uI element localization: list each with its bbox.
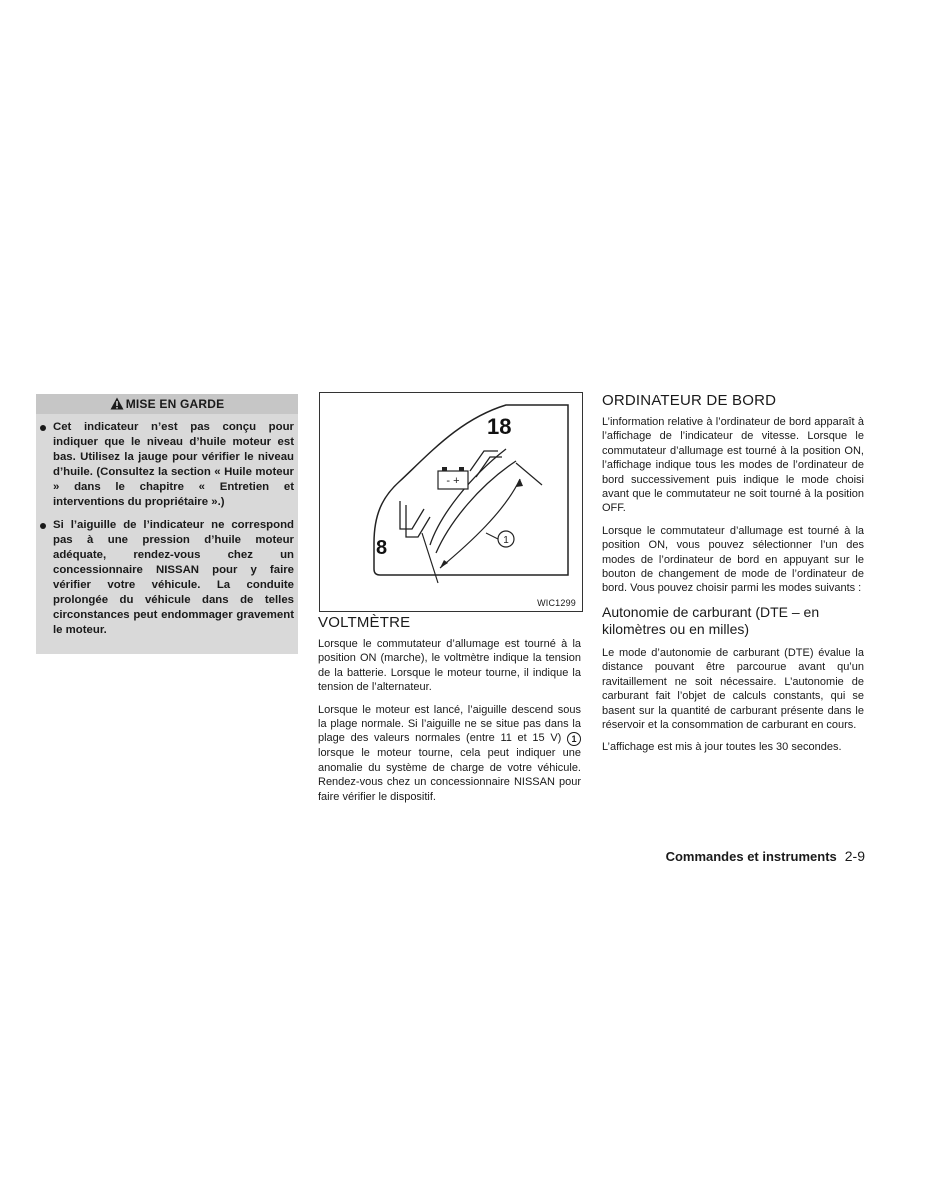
computer-heading: ORDINATEUR DE BORD xyxy=(602,392,777,409)
voltmeter-paragraph-2: Lorsque le moteur est lancé, l’aiguille descend sous la plage normale. Si l’aiguille ne se situe pas dans la plage des valeurs normales (entre 11 et 15 V) 1 lorsque le moteur tourne, cela peut indiquer une anomalie du système de charge de votre véhicule. Rendez-vous chez un concessionnaire NISSAN pour faire vérifier le dispositif. xyxy=(318,703,581,803)
figure-code: WIC1299 xyxy=(537,598,576,608)
voltmeter-figure xyxy=(319,392,583,612)
warning-list xyxy=(36,420,298,638)
battery-symbol-label: - + xyxy=(446,475,460,487)
warning-box xyxy=(36,394,298,654)
callout-number: 1 xyxy=(503,535,509,546)
computer-paragraph-1: L’information relative à l’ordinateur de bord apparaît à l’affichage de l’indicateur de vitesse. Lorsque le commutateur d’allumage est tourné à la position ON, l’affichage indique tous les modes de l’ordinateur de bord successivement puis indique le mode choisi avant que le commutateur ne soit tourné à la position OFF. xyxy=(602,416,864,515)
gauge-low-label: 8 xyxy=(376,537,388,559)
footer-section-title: Commandes et instruments xyxy=(665,849,837,864)
page-number: 2-9 xyxy=(844,848,865,864)
list-item: Cet indicateur n’est pas conçu pour indiquer que le niveau d’huile moteur est bas. Utilisez la jauge pour vérifier le niveau d’huile. (Consultez la section « Huile moteur » dans le chapitre « Entretien et interventions du propriétaire ».) xyxy=(36,420,294,510)
callout-ref-icon: 1 xyxy=(567,732,581,746)
bullet-icon xyxy=(40,523,46,529)
page-footer xyxy=(666,848,865,864)
voltmeter-paragraph-1: Lorsque le commutateur d’allumage est tourné à la position ON (marche), le voltmètre indique la tension de la batterie. Lorsque le moteur tourne, il indique la tension de l’alternateur. xyxy=(318,638,581,694)
dte-subheading: Autonomie de carburant (DTE – en kilomètres ou en milles) xyxy=(602,603,820,637)
warning-header xyxy=(36,394,298,414)
warning-title: MISE EN GARDE xyxy=(125,397,225,411)
computer-paragraph-4: L’affichage est mis à jour toutes les 30 secondes. xyxy=(602,741,842,754)
trip-computer-section xyxy=(602,392,864,763)
list-item: Si l’aiguille de l’indicateur ne correspond pas à une pression d’huile moteur adéquate, rendez-vous chez un concessionnaire NISSAN pour y faire vérifier votre véhicule. La conduite prolongée du véhicule dans de telles circonstances peut endommager gravement le moteur. xyxy=(36,518,294,638)
voltmeter-heading: VOLTMÈTRE xyxy=(318,614,411,631)
computer-paragraph-2: Lorsque le commutateur d’allumage est tourné à la position ON, vous pouvez sélectionner l’un des modes de l’ordinateur de bord en appuyant sur le bouton de changement de mode de l’ordinateur de bord. Vous pouvez choisir parmi les modes suivants : xyxy=(602,524,864,595)
voltmeter-section xyxy=(318,614,581,812)
voltmeter-gauge-illustration xyxy=(320,393,582,611)
warning-triangle-icon xyxy=(110,396,124,416)
gauge-high-label: 18 xyxy=(487,414,512,439)
bullet-icon xyxy=(40,425,46,431)
computer-paragraph-3: Le mode d’autonomie de carburant (DTE) évalue la distance pouvant être parcourue avant qu’un ravitaillement ne soit nécessaire. L’autonomie de carburant fait l’objet de calculs constants, qui se basent sur la quantité de carburant présente dans le réservoir et la consommation de carburant en cours. xyxy=(602,646,864,731)
